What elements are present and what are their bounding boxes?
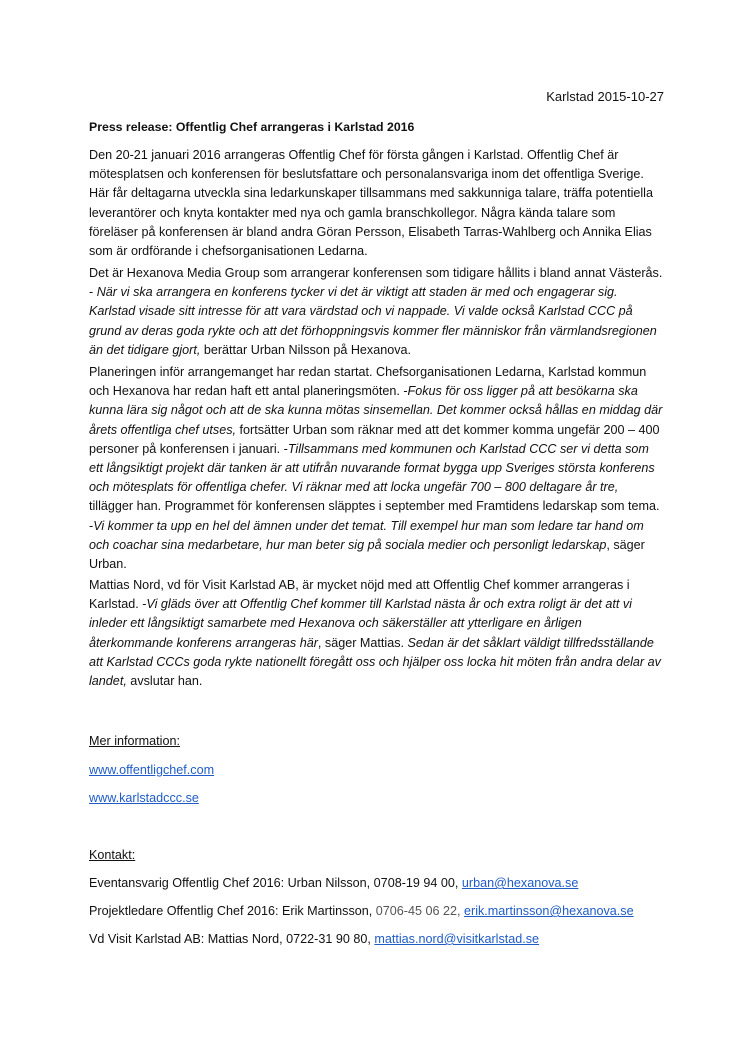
- p4-text-c: , säger Mattias.: [317, 635, 408, 650]
- p3-text-c: fortsätter Urban som räknar med att det kommer komma ungefär 200 – 400 personer på konferensen i januari. -: [89, 422, 660, 456]
- p2-text-a: Det är Hexanova Media Group som arrangerar konferensen som tidigare hållits i bland annat Västerås. -: [89, 266, 663, 300]
- contact-erik-text: Projektledare Offentlig Chef 2016: Erik Martinsson,: [89, 904, 376, 918]
- contact-line-urban: [89, 876, 578, 890]
- p3-text-e: tillägger han. Programmet för konferensen släpptes i september med Framtidens ledarskap som tema. -: [89, 499, 660, 533]
- p2-quote: När vi ska arrangera en konferens tycker vi det är viktigt att staden är med och engagerar sig. Karlstad visade sitt intresse för att vara värdstad och vi nappade. Vi valde också Karlstad CCC på grund av deras goda rykte och att det förhoppningsvis kommer fler människor från värmlandsregionen än det tidigare gjort,: [89, 285, 657, 357]
- email-link-erik[interactable]: erik.martinsson@hexanova.se: [464, 904, 634, 918]
- p4-quote-2: Sedan är det såklart väldigt tillfredsställande att Karlstad CCCs goda rykte nationellt föregått oss och hjälper oss locka hit möten från andra delar av landet,: [89, 635, 661, 689]
- p3-text-g: , säger Urban.: [89, 537, 645, 572]
- p4-quote-1: Vi gläds över att Offentlig Chef kommer till Karlstad nästa år och extra roligt är det att vi inleder ett långsiktigt samarbete med Hexanova och säkerställer att ytterligare en årligen återkommande konferens arrangeras här: [89, 597, 632, 650]
- p4-text-a: Mattias Nord, vd för Visit Karlstad AB, är mycket nöjd med att Offentlig Chef kommer arrangeras i Karlstad. -: [89, 578, 630, 612]
- p2-text-c: berättar Urban Nilsson på Hexanova.: [200, 342, 412, 357]
- p4-text-e: avslutar han.: [126, 674, 203, 689]
- release-date: Karlstad 2015-10-27: [546, 89, 664, 104]
- email-link-urban[interactable]: urban@hexanova.se: [461, 876, 579, 890]
- contact-mattias-text: Vd Visit Karlstad AB: Mattias Nord, 0722-31 90 80,: [89, 932, 375, 946]
- paragraph-organizer: [89, 264, 664, 360]
- paragraph-visit-karlstad: [89, 576, 664, 691]
- p3-quote-2: Tillsammans med kommunen och Karlstad CCC ser vi detta som ett långsiktigt projekt där tanken är att utifrån nuvarande format bygga upp Sveriges största konferens och mötesplats för offentliga chefer. Vi räknar med att locka ungefär 700 – 800 deltagare år tre,: [89, 441, 655, 495]
- more-info-heading: Mer information:: [89, 734, 180, 748]
- link-offentligchef[interactable]: www.offentligchef.com: [89, 763, 215, 777]
- link-karlstadccc[interactable]: www.karlstadccc.se: [89, 791, 199, 805]
- contact-urban-text: Eventansvarig Offentlig Chef 2016: Urban Nilsson, 0708-19 94 00,: [89, 876, 462, 890]
- page-title: Press release: Offentlig Chef arrangeras i Karlstad 2016: [89, 120, 415, 134]
- contact-line-mattias: [89, 932, 539, 946]
- paragraph-intro: [89, 146, 664, 261]
- email-link-mattias[interactable]: mattias.nord@visitkarlstad.se: [374, 932, 540, 946]
- contact-erik-phone: 0706-45 06 22,: [375, 904, 465, 918]
- contact-heading: Kontakt:: [89, 848, 136, 862]
- p3-quote-1: Fokus för oss ligger på att besökarna ska kunna lära sig något och att de ska kunna mötas sinsemellan. Det kommer också hållas en middag där årets offentliga chef utses,: [89, 384, 663, 437]
- paragraph-intro-text: Den 20-21 januari 2016 arrangeras Offentlig Chef för första gången i Karlstad. Offentlig Chef är mötesplatsen och konferensen för beslutsfattare och personalansvariga inom det offentliga Sverige. Här får deltagarna utveckla sina ledarkunskaper tillsammans med sakkunniga talare, träffa potentiella leverantörer och knyta kontakter med nya och gamla branschkollegor. Några kända talare som föreläser på konferensen är bland andra Göran Persson, Elisabeth Tarras-Wahlberg och Annika Elias som är ordförande i chefsorganisationen Ledarna.: [89, 148, 653, 259]
- paragraph-planning: [89, 363, 664, 574]
- p3-quote-3: Vi kommer ta upp en hel del ämnen under det temat. Till exempel hur man som ledare tar hand om och coachar sina medarbetare, hur man beter sig på sociala medier och personligt ledarskap: [89, 518, 644, 552]
- contact-line-erik: [89, 904, 634, 918]
- p3-text-a: Planeringen inför arrangemanget har redan startat. Chefsorganisationen Ledarna, Karlstad kommun och Hexanova har redan haft ett antal planeringsmöten. -: [89, 365, 647, 399]
